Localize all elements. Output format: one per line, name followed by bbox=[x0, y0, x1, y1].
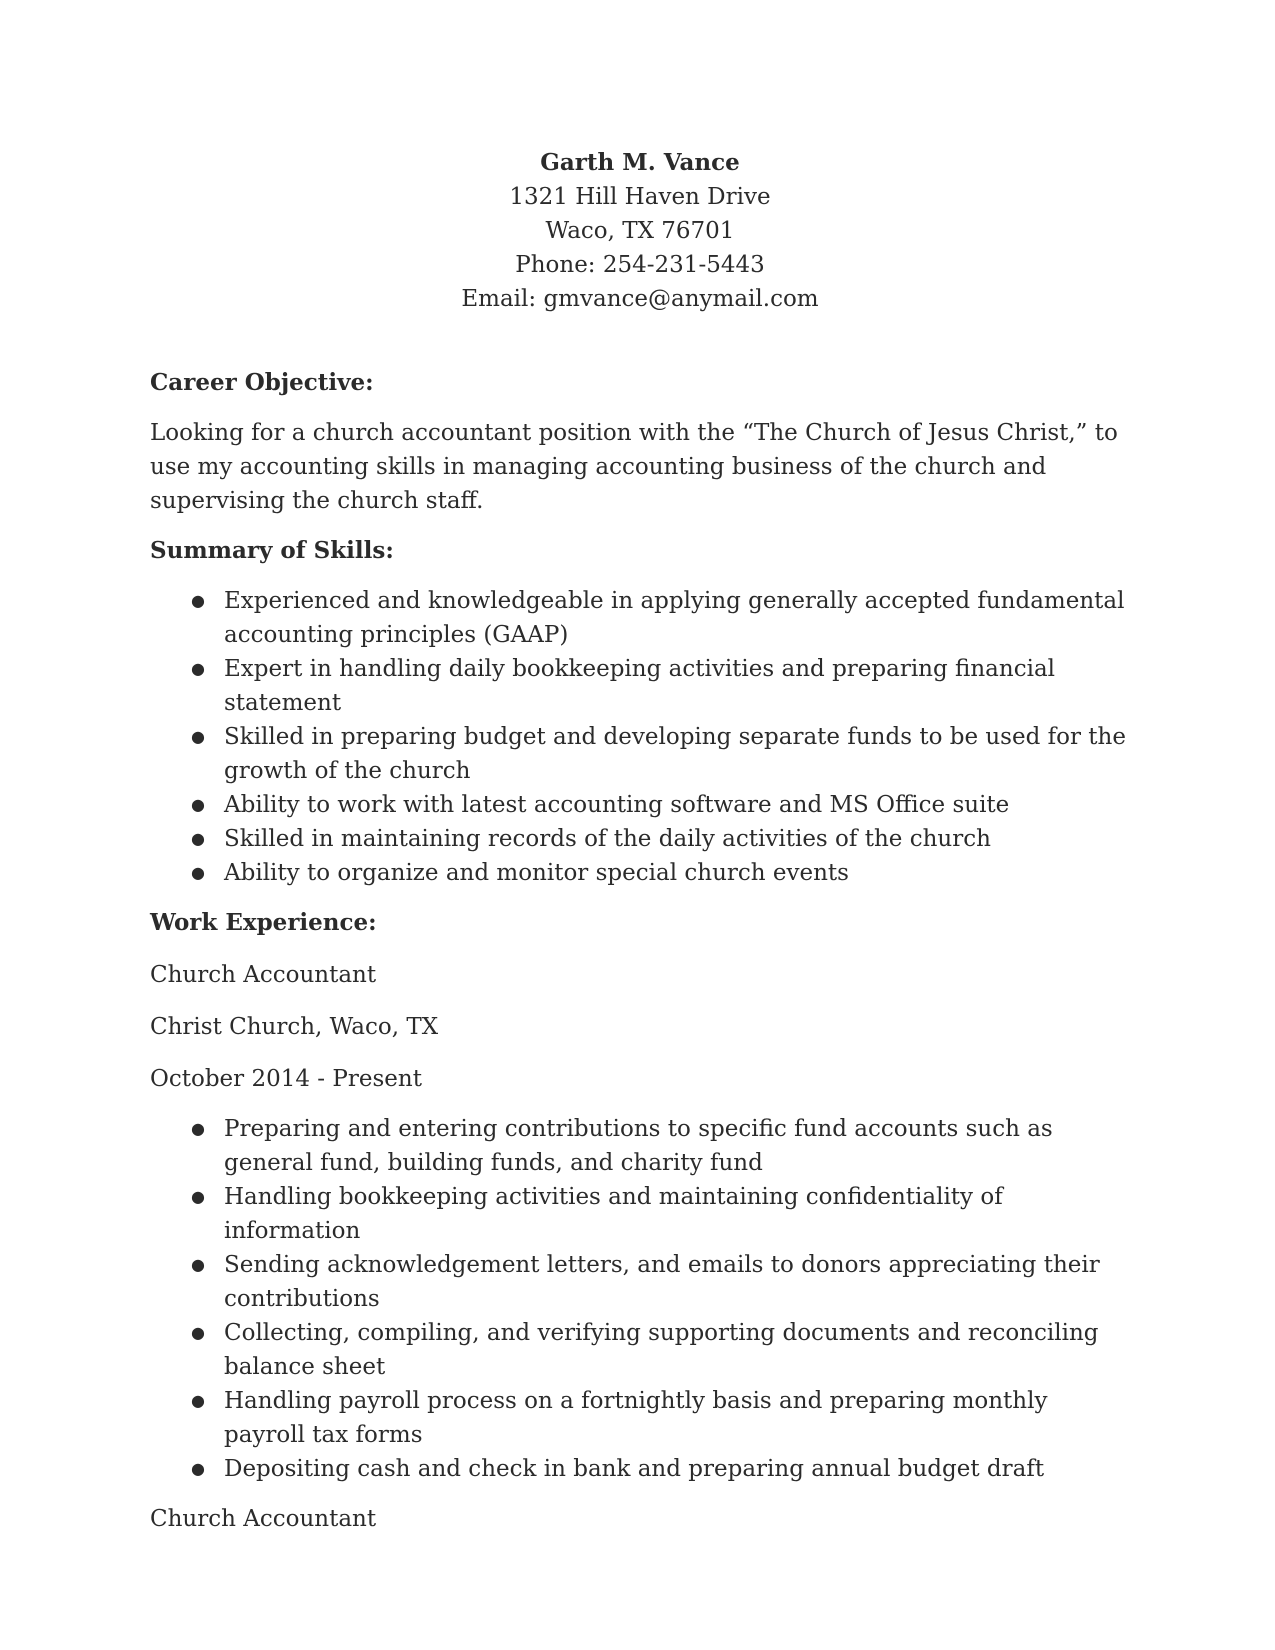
address-city: Waco, TX 76701 bbox=[545, 218, 735, 244]
list-item bbox=[150, 856, 1130, 890]
duty-text: Preparing and entering contributions to specific fund accounts such as general fund, building funds, and charity fund bbox=[224, 1116, 1053, 1176]
bullet-icon: ● bbox=[191, 659, 205, 678]
job-employer: Christ Church, Waco, TX bbox=[150, 1014, 439, 1040]
bullet-icon: ● bbox=[191, 1391, 205, 1410]
applicant-name: Garth M. Vance bbox=[540, 149, 740, 176]
duty-text: Handling payroll process on a fortnightly basis and preparing monthly payroll tax forms bbox=[224, 1388, 1048, 1448]
duty-text: Collecting, compiling, and verifying supporting documents and reconciling balance sheet bbox=[224, 1320, 1099, 1380]
bullet-icon: ● bbox=[191, 795, 205, 814]
list-item bbox=[150, 1316, 1130, 1384]
bullet-icon: ● bbox=[191, 1187, 205, 1206]
duty-text: Depositing cash and check in bank and preparing annual budget draft bbox=[224, 1456, 1045, 1482]
list-item bbox=[150, 584, 1130, 652]
skill-text: Skilled in preparing budget and developing separate funds to be used for the growth of the church bbox=[224, 724, 1126, 784]
job-title: Church Accountant bbox=[150, 962, 377, 988]
list-item bbox=[150, 652, 1130, 720]
skill-text: Ability to work with latest accounting software and MS Office suite bbox=[224, 792, 1010, 818]
duty-text: Sending acknowledgement letters, and emails to donors appreciating their contributions bbox=[224, 1252, 1100, 1312]
address-street: 1321 Hill Haven Drive bbox=[509, 184, 771, 210]
job-duties-list bbox=[150, 1112, 1130, 1486]
skills-summary-heading: Summary of Skills: bbox=[150, 537, 394, 564]
work-experience-heading: Work Experience: bbox=[150, 909, 377, 936]
contact-header bbox=[150, 146, 1130, 316]
bullet-icon: ● bbox=[191, 1323, 205, 1342]
list-item bbox=[150, 788, 1130, 822]
skills-list bbox=[150, 584, 1130, 890]
bullet-icon: ● bbox=[191, 727, 205, 746]
list-item bbox=[150, 1384, 1130, 1452]
career-objective-text: Looking for a church accountant position with the “The Church of Jesus Christ,” to use my accounting skills in managing accounting business of the church and supervising the church staff. bbox=[150, 420, 1118, 514]
skill-text: Ability to organize and monitor special church events bbox=[224, 860, 849, 886]
job-dates: October 2014 - Present bbox=[150, 1066, 422, 1092]
resume-content bbox=[150, 146, 1130, 1536]
list-item bbox=[150, 1248, 1130, 1316]
bullet-icon: ● bbox=[191, 1459, 205, 1478]
bullet-icon: ● bbox=[191, 829, 205, 848]
list-item bbox=[150, 1452, 1130, 1486]
bullet-icon: ● bbox=[191, 1255, 205, 1274]
duty-text: Handling bookkeeping activities and maintaining confidentiality of information bbox=[224, 1184, 1003, 1244]
skill-text: Experienced and knowledgeable in applying generally accepted fundamental accounting principles (GAAP) bbox=[224, 588, 1125, 648]
list-item bbox=[150, 822, 1130, 856]
list-item bbox=[150, 720, 1130, 788]
list-item bbox=[150, 1180, 1130, 1248]
job-title: Church Accountant bbox=[150, 1506, 377, 1532]
skill-text: Skilled in maintaining records of the daily activities of the church bbox=[224, 826, 991, 852]
bullet-icon: ● bbox=[191, 863, 205, 882]
career-objective-heading: Career Objective: bbox=[150, 369, 374, 396]
bullet-icon: ● bbox=[191, 591, 205, 610]
phone-number: Phone: 254-231-5443 bbox=[515, 252, 765, 278]
bullet-icon: ● bbox=[191, 1119, 205, 1138]
skill-text: Expert in handling daily bookkeeping activities and preparing financial statement bbox=[224, 656, 1056, 716]
list-item bbox=[150, 1112, 1130, 1180]
email-address: Email: gmvance@anymail.com bbox=[461, 286, 819, 312]
